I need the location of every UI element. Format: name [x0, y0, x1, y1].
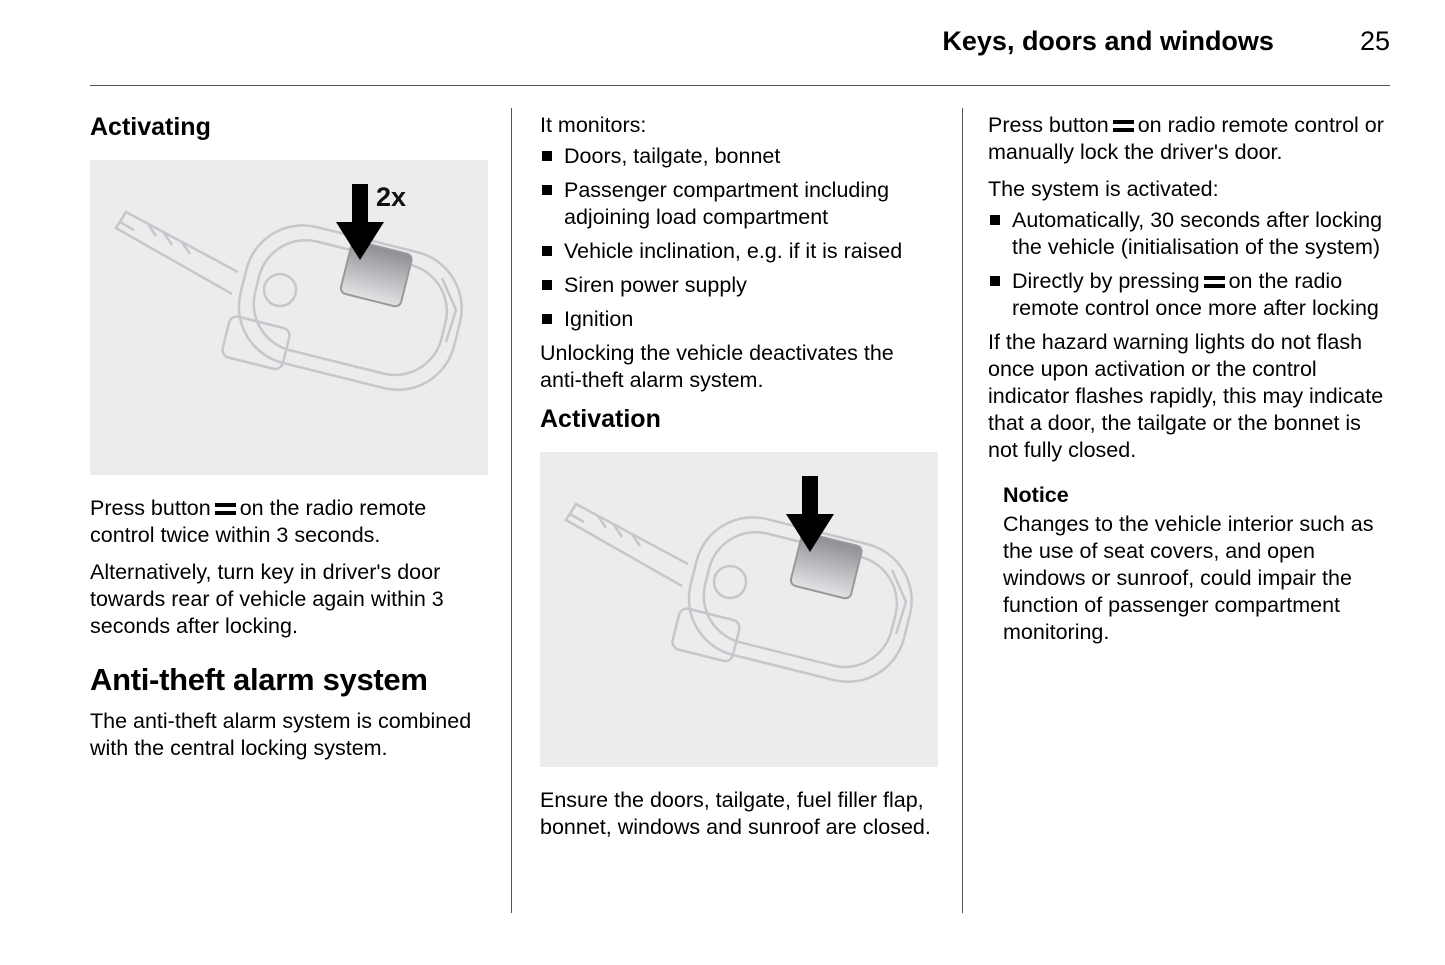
bullet-square-icon: [542, 185, 552, 195]
list-item: [988, 207, 1392, 261]
column-divider: [511, 108, 512, 913]
lock-button-icon: [1113, 120, 1134, 132]
monitors-intro: It monitors:: [540, 113, 647, 137]
page-number: 25: [1359, 26, 1390, 56]
paragraph-unlocking: Unlocking the vehicle deactivates the anti-theft alarm system.: [540, 341, 894, 392]
bullet-square-icon: [990, 276, 1000, 286]
paragraph-alternative: Alternatively, turn key in driver's door towards rear of vehicle again within 3 seconds after locking.: [90, 560, 444, 638]
page-header: [90, 26, 1390, 57]
list-item: [540, 177, 938, 231]
list-item-text: Doors, tailgate, bonnet: [564, 144, 781, 168]
list-item: [540, 306, 938, 333]
list-item: [540, 272, 938, 299]
figure-key-remote-2x: [90, 160, 488, 475]
key-fob-illustration: [540, 452, 938, 767]
figure-key-remote-activation: [540, 452, 938, 767]
section-heading-activation: Activation: [540, 405, 661, 433]
section-heading-activating: Activating: [90, 113, 211, 141]
list-item: [540, 143, 938, 170]
list-item-text: Passenger compartment including adjoining load compartment: [564, 178, 890, 229]
text-segment: on the radio remote control once more after locking: [1012, 269, 1379, 320]
list-item-text: Automatically, 30 seconds after locking the vehicle (initialisation of the system): [1012, 208, 1383, 259]
list-item: [540, 238, 938, 265]
column-divider: [962, 108, 963, 913]
lock-button-icon: [215, 503, 236, 515]
header-rule: [90, 85, 1390, 86]
press-count-label: 2x: [376, 182, 407, 212]
key-fob-illustration: [90, 160, 488, 475]
notice-body: Changes to the vehicle interior such as the use of seat covers, and open windows or sunroof, could impair the function of passenger compartment monitoring.: [1003, 512, 1374, 644]
notice-block: [1003, 482, 1392, 646]
text-segment: Press button: [988, 113, 1109, 137]
monitors-list: [540, 143, 938, 333]
key-fob-outline: [116, 212, 474, 402]
paragraph-hazard-warning: If the hazard warning lights do not flash once upon activation or the control indicator flashes rapidly, this may indicate that a door, the tailgate or the bonnet is not fully closed.: [988, 330, 1384, 462]
chapter-title: Keys, doors and windows: [942, 26, 1274, 56]
paragraph-anti-theft-intro: The anti-theft alarm system is combined with the central locking system.: [90, 709, 472, 760]
remote-lock-button-graphic: [790, 532, 863, 599]
list-item-text: Ignition: [564, 307, 634, 331]
column-middle: [540, 112, 938, 851]
column-right: [988, 112, 1392, 646]
activation-list: [988, 207, 1392, 322]
column-left: [90, 112, 488, 772]
list-item-text: Siren power supply: [564, 273, 747, 297]
paragraph-ensure-closed: Ensure the doors, tailgate, fuel filler flap, bonnet, windows and sunroof are closed.: [540, 788, 931, 839]
list-item: [988, 268, 1392, 322]
lock-button-icon: [1204, 276, 1225, 288]
bullet-square-icon: [542, 314, 552, 324]
paragraph-press-button-activate: [988, 112, 1392, 166]
bullet-square-icon: [542, 246, 552, 256]
text-segment: Directly by pressing: [1012, 269, 1200, 293]
bullet-square-icon: [990, 215, 1000, 225]
text-segment: Press button: [90, 496, 211, 520]
text-segment: on radio remote control or manually lock the driver's door.: [988, 113, 1384, 164]
bullet-square-icon: [542, 280, 552, 290]
list-item-text: Vehicle inclination, e.g. if it is raised: [564, 239, 903, 263]
key-fob-outline: [566, 504, 924, 694]
activated-intro: The system is activated:: [988, 177, 1219, 201]
bullet-square-icon: [542, 151, 552, 161]
notice-heading: Notice: [1003, 483, 1069, 507]
paragraph-press-button: [90, 495, 488, 549]
remote-lock-button-graphic: [340, 240, 413, 307]
text-segment: on the radio remote control twice within 3 seconds.: [90, 496, 427, 547]
section-heading-anti-theft: Anti-theft alarm system: [90, 662, 428, 697]
